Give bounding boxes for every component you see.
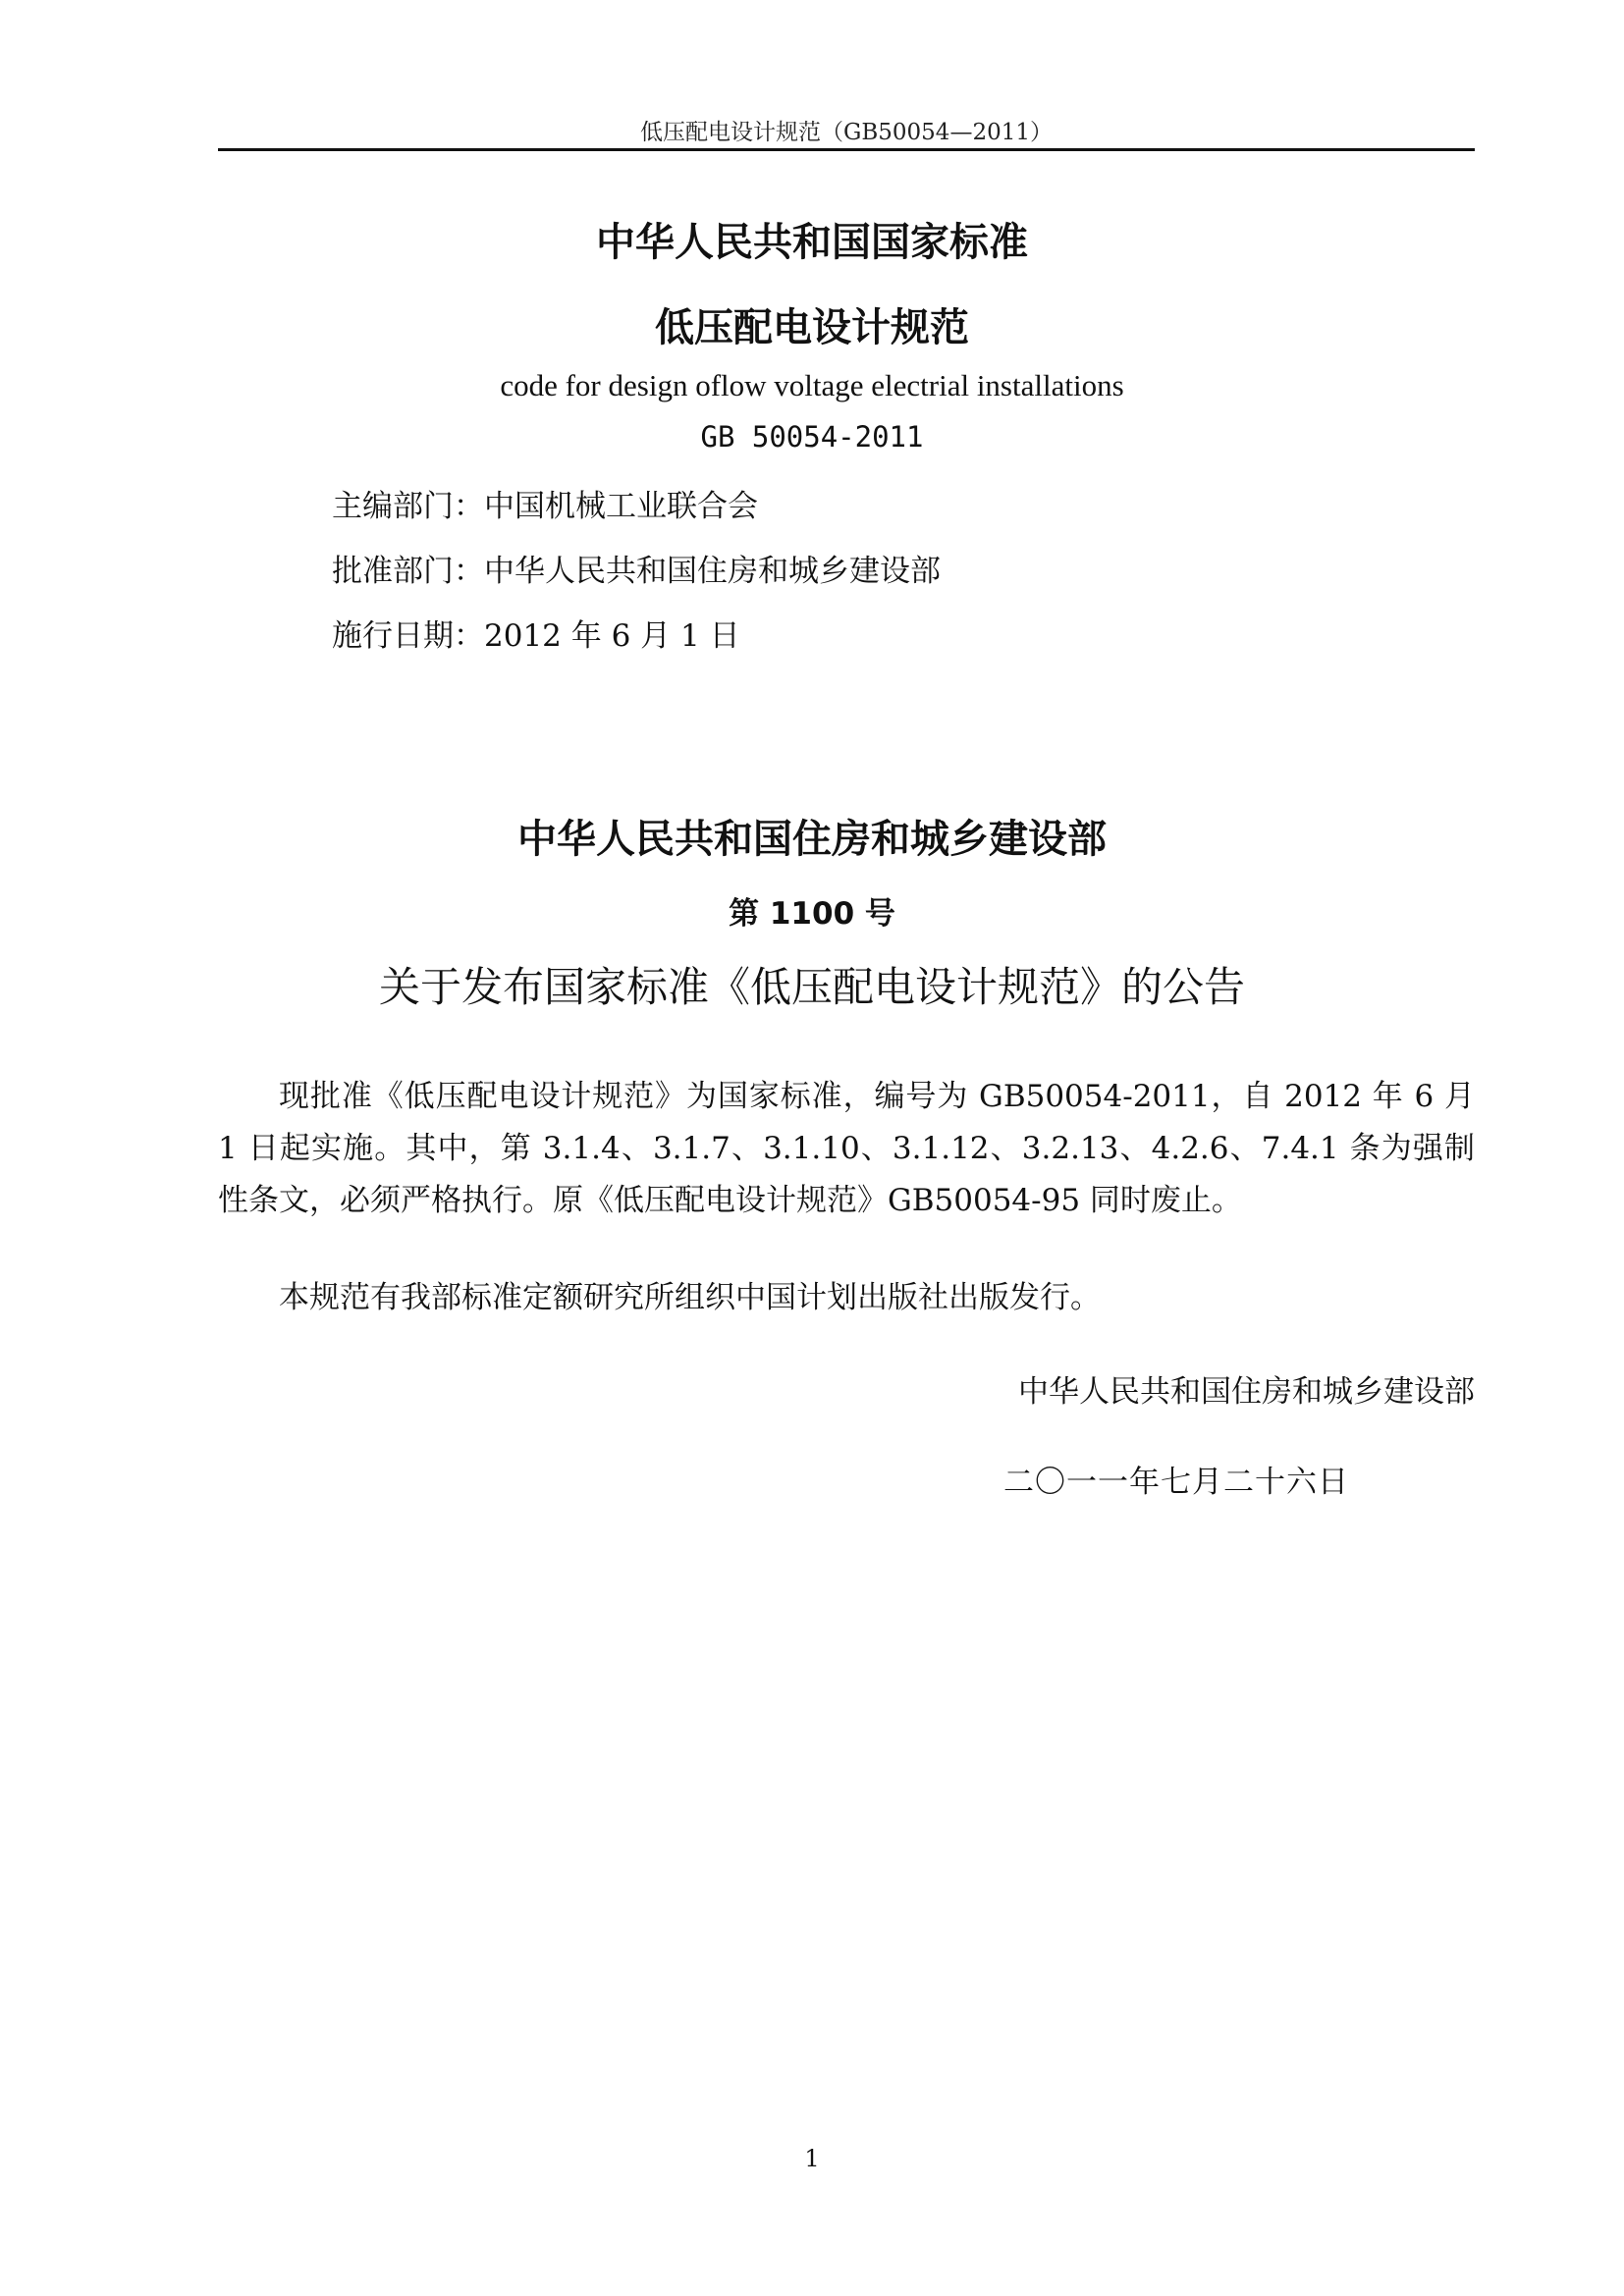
notice-number: 第 1100 号 <box>729 896 895 932</box>
notice-title: 关于发布国家标准《低压配电设计规范》的公告 <box>378 963 1245 1011</box>
english-title: code for design oflow voltage electrial installations <box>500 368 1124 402</box>
running-header: 低压配电设计规范（GB50054—2011） <box>640 120 1053 145</box>
signature-date: 二〇一一年七月二十六日 <box>1003 1465 1349 1500</box>
standard-name-title: 低压配电设计规范 <box>655 305 969 350</box>
page-number: 1 <box>804 2145 820 2172</box>
chief-department: 主编部门：中国机械工业联合会 <box>332 489 758 524</box>
standard-type-title: 中华人民共和国国家标准 <box>596 220 1028 265</box>
notice-paragraph-2: 本规范有我部标准定额研究所组织中国计划出版社出版发行。 <box>279 1280 1101 1315</box>
notice-paragraph-1: 现批准《低压配电设计规范》为国家标准，编号为 GB50054-2011，自 2012 年 6 月 1 日起实施。其中，第 3.1.4、3.1.7、3.1.10、3.1.12、3.2.13、4.2.6、7.4.1 条为强制性条文，必须严格执行。原《低压配电设计规范》GB50054-95 同时废止。 <box>218 1079 1475 1218</box>
notice-issuer: 中华人民共和国住房和城乡建设部 <box>517 817 1107 862</box>
standard-code: GB 50054-2011 <box>700 420 924 454</box>
effective-date: 施行日期：2012 年 6 月 1 日 <box>332 618 740 654</box>
header-divider <box>218 148 1475 151</box>
signature-department: 中华人民共和国住房和城乡建设部 <box>1018 1374 1475 1410</box>
approval-department: 批准部门：中华人民共和国住房和城乡建设部 <box>332 554 941 589</box>
